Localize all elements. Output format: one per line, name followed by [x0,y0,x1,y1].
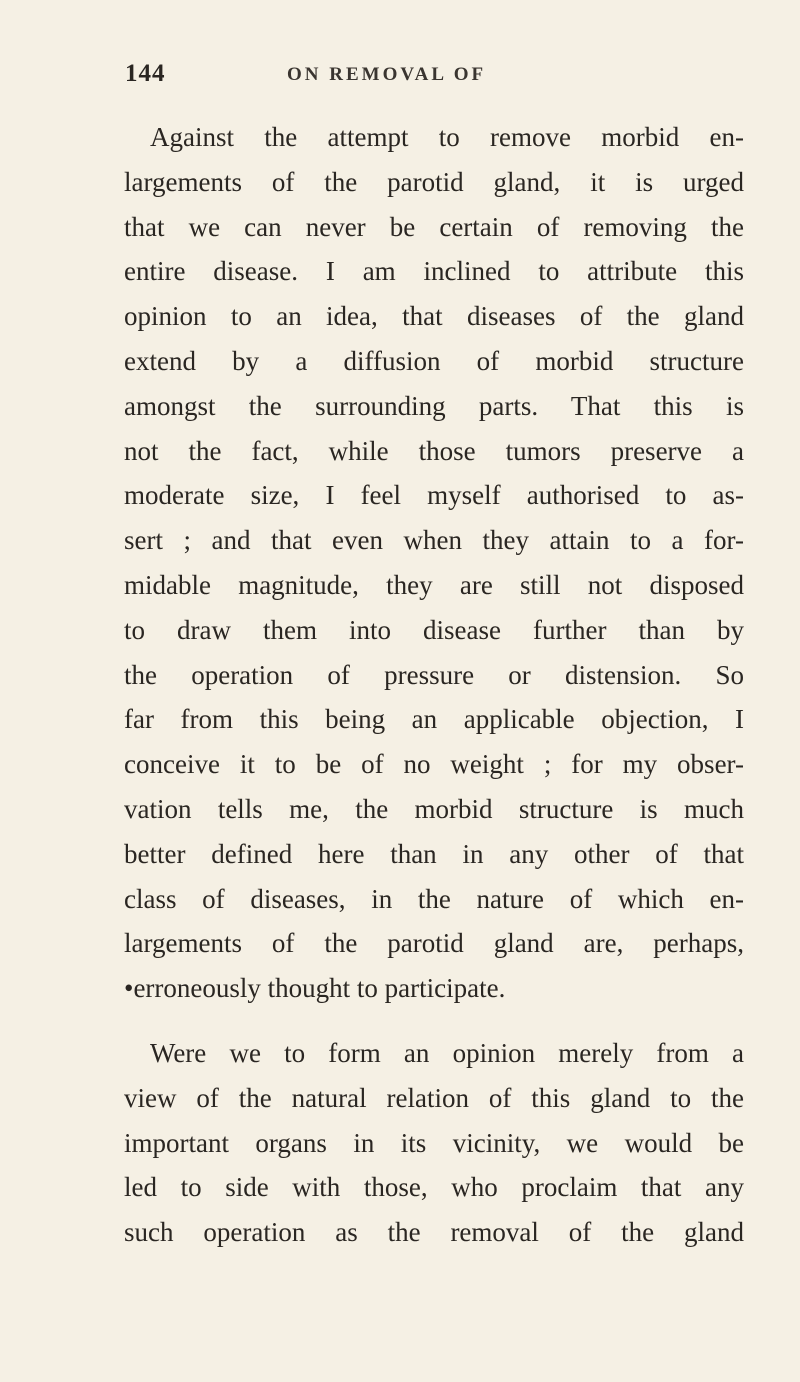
text-line: important organs in its vicinity, we would be [124,1127,744,1158]
text-line: view of the natural relation of this gland to the [124,1082,744,1113]
text-line: extend by a diffusion of morbid structure [124,345,744,376]
text-line: moderate size, I feel myself authorised to as- [124,480,744,511]
body-text [124,115,744,1255]
text-line: that we can never be certain of removing the [124,211,744,242]
text-line: vation tells me, the morbid structure is much [124,793,744,824]
text-line: not the fact, while those tumors preserve a [124,435,744,466]
paragraph-2 [124,1031,744,1255]
text-line: Against the attempt to remove morbid en- [150,122,744,152]
paragraph-1 [124,115,744,1011]
text-line: conceive it to be of no weight ; for my obser- [124,749,744,780]
text-line: better defined here than in any other of that [124,838,744,869]
running-title: ON REMOVAL OF [287,64,487,85]
text-line: opinion to an idea, that diseases of the gland [124,301,744,332]
text-line: largements of the parotid gland are, perhaps, [124,928,744,959]
text-line: •erroneously thought to participate. [124,973,506,1004]
text-line: class of diseases, in the nature of which en- [124,883,744,914]
text-line: Were we to form an opinion merely from a [150,1037,744,1068]
text-line: entire disease. I am inclined to attribute this [124,256,744,287]
paragraph-gap [124,1011,744,1031]
text-line: to draw them into disease further than by [124,614,744,645]
text-line: largements of the parotid gland, it is urged [124,166,744,197]
text-line: the operation of pressure or distension. So [124,659,744,690]
text-line: far from this being an applicable objection, I [124,704,744,735]
text-line: sert ; and that even when they attain to a for- [124,525,744,556]
text-line: midable magnitude, they are still not disposed [124,569,744,600]
running-head [125,60,745,94]
text-line: led to side with those, who proclaim that any [124,1172,744,1203]
text-line: such operation as the removal of the gland [124,1217,744,1248]
page-number: 144 [125,60,166,87]
text-line: amongst the surrounding parts. That this is [124,390,744,421]
